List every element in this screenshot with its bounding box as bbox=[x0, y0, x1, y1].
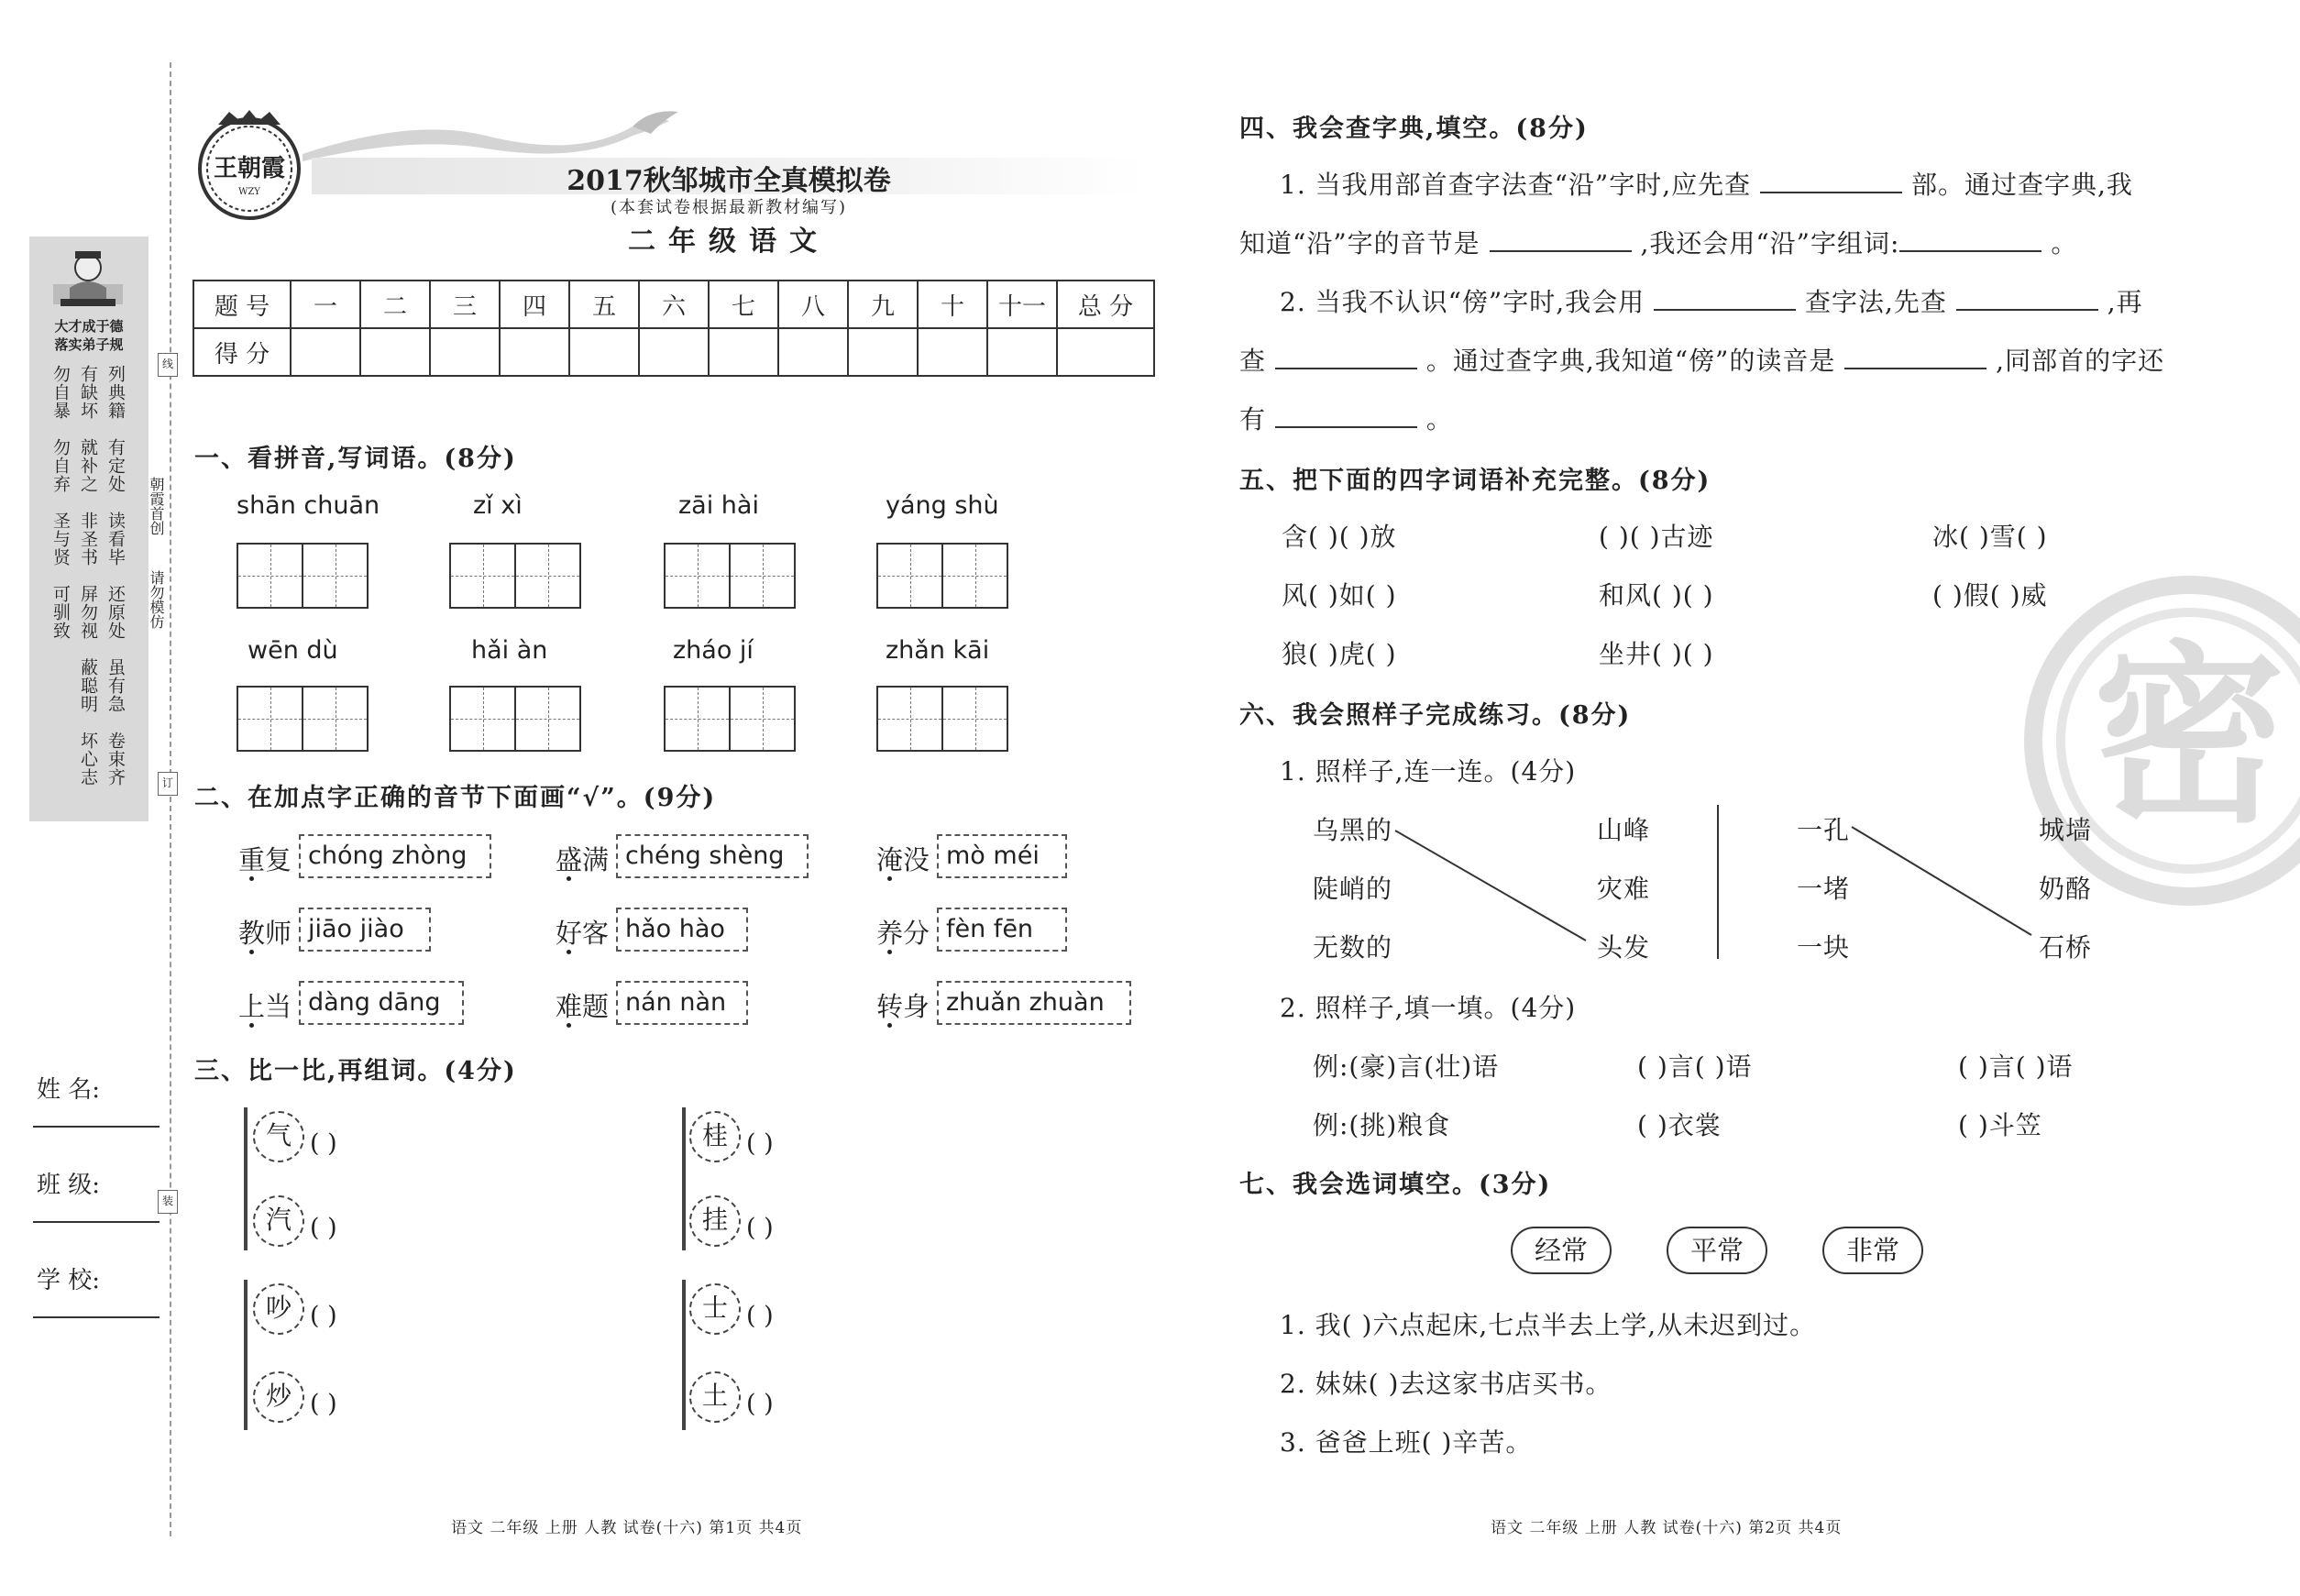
compare-char: 土 bbox=[689, 1371, 741, 1423]
q2-word: 盛满 bbox=[556, 840, 609, 877]
q1-writing-grid[interactable] bbox=[449, 543, 581, 609]
margin-verse-col: 有缺坏 就补之 非圣书 屏勿视 蔽聪明 坏心志 bbox=[78, 365, 98, 787]
class-field[interactable] bbox=[33, 1221, 160, 1223]
match-item[interactable]: 石桥 bbox=[2039, 932, 2093, 963]
q2-options[interactable]: dàng dāng bbox=[299, 981, 464, 1025]
q2-options[interactable]: fèn fēn bbox=[937, 908, 1067, 952]
q1-pinyin: hǎi àn bbox=[471, 636, 548, 665]
q1-pinyin: wēn dù bbox=[248, 636, 338, 665]
score-table bbox=[193, 280, 1155, 377]
cut-mark: 订 bbox=[158, 772, 178, 796]
q2-options[interactable]: nán nàn bbox=[616, 981, 748, 1025]
word-choice[interactable]: 平常 bbox=[1667, 1227, 1767, 1274]
compare-char: 士 bbox=[689, 1283, 741, 1335]
cut-mark: 装 bbox=[158, 1190, 178, 1214]
idiom-item[interactable]: 冰( )雪( ) bbox=[1932, 522, 2048, 552]
match-item[interactable]: 一孔 bbox=[1797, 815, 1851, 845]
svg-text:王朝霞: 王朝霞 bbox=[213, 155, 286, 182]
idiom-item[interactable]: 和风( )( ) bbox=[1599, 580, 1714, 611]
answer-paren[interactable]: ( ) bbox=[310, 1129, 337, 1158]
page-footer-left: 语文 二年级 上册 人教 试卷(十六) 第1页 共4页 bbox=[451, 1519, 803, 1537]
idiom-item[interactable]: ( )( )古迹 bbox=[1599, 522, 1714, 552]
notice-no-copy: 请勿模仿 bbox=[148, 570, 165, 629]
match-item[interactable]: 乌黑的 bbox=[1313, 815, 1393, 845]
bracket-bar bbox=[682, 1280, 686, 1430]
fill-blank[interactable] bbox=[1275, 404, 1417, 428]
answer-paren[interactable]: ( ) bbox=[310, 1390, 337, 1418]
q2-options[interactable]: chóng zhòng bbox=[299, 834, 491, 878]
q2-word: 好客 bbox=[556, 913, 609, 951]
word-choice[interactable]: 经常 bbox=[1511, 1227, 1612, 1274]
example-item: 例:(挑)粮食 bbox=[1313, 1110, 1451, 1140]
answer-paren[interactable]: ( ) bbox=[310, 1302, 337, 1330]
q4-line: 2. 当我不认识“傍”字时,我会用 查字法,先查 ,再 bbox=[1280, 287, 2143, 317]
exam-grade: 二年级语文 bbox=[628, 226, 830, 258]
match-item[interactable]: 城墙 bbox=[2039, 815, 2093, 845]
q2-options[interactable]: hǎo hào bbox=[616, 908, 748, 952]
example-item: 例:(豪)言(壮)语 bbox=[1313, 1051, 1500, 1082]
scholar-portrait-icon bbox=[48, 248, 128, 314]
q6-sub2: 2. 照样子,填一填。(4分) bbox=[1280, 993, 1577, 1023]
q1-pinyin: yáng shù bbox=[886, 491, 999, 520]
q1-pinyin: shān chuān bbox=[237, 491, 380, 520]
q2-word: 重复 bbox=[238, 840, 292, 877]
q1-pinyin: zāi hài bbox=[678, 491, 759, 520]
compare-char: 气 bbox=[253, 1111, 304, 1162]
idiom-item[interactable]: 坐井( )( ) bbox=[1599, 639, 1714, 669]
school-field[interactable] bbox=[33, 1316, 160, 1318]
q6-sub1: 1. 照样子,连一连。(4分) bbox=[1280, 756, 1577, 787]
idiom-item[interactable]: 狼( )虎( ) bbox=[1282, 639, 1397, 669]
bracket-bar bbox=[682, 1107, 686, 1250]
idiom-item[interactable]: 含( )( )放 bbox=[1282, 522, 1397, 552]
bracket-bar bbox=[244, 1107, 248, 1250]
q4-line: 知道“沿”字的音节是 ,我还会用“沿”字组词: 。 bbox=[1239, 228, 2078, 259]
fill-blank[interactable] bbox=[1490, 228, 1632, 252]
q2-word: 淹没 bbox=[876, 840, 930, 877]
q2-title: 二、在加点字正确的音节下面画“√”。(9分) bbox=[194, 784, 717, 812]
q2-word: 上当 bbox=[238, 986, 292, 1024]
q1-pinyin: zhǎn kāi bbox=[886, 636, 990, 665]
answer-paren[interactable]: ( ) bbox=[746, 1214, 774, 1242]
q2-options[interactable]: chéng shèng bbox=[616, 834, 809, 878]
brand-logo-icon bbox=[193, 108, 306, 222]
q3-title: 三、比一比,再组词。(4分) bbox=[194, 1057, 517, 1085]
fill-blank[interactable] bbox=[1654, 287, 1796, 311]
q1-writing-grid[interactable] bbox=[237, 543, 369, 609]
match-item[interactable]: 灾难 bbox=[1597, 874, 1651, 904]
score-table-header-row: 题 号 一 二 三 四 五 六 七 八 九 十 十一 总 分 bbox=[193, 281, 1154, 328]
answer-paren[interactable]: ( ) bbox=[310, 1214, 337, 1242]
fill-item[interactable]: ( )言( )语 bbox=[1958, 1051, 2074, 1082]
svg-text:WZY: WZY bbox=[238, 187, 260, 197]
match-item[interactable]: 山峰 bbox=[1597, 815, 1651, 845]
q4-line: 查 。通过查字典,我知道“傍”的读音是 ,同部首的字还 bbox=[1239, 346, 2165, 376]
margin-motto: 大才成于德 落实弟子规 bbox=[54, 318, 124, 353]
q7-sentence[interactable]: 2. 妹妹( )去这家书店买书。 bbox=[1280, 1369, 1612, 1399]
answer-paren[interactable]: ( ) bbox=[746, 1302, 774, 1330]
q1-writing-grid[interactable] bbox=[664, 686, 796, 752]
q7-sentence[interactable]: 1. 我( )六点起床,七点半去上学,从未迟到过。 bbox=[1280, 1310, 1817, 1340]
name-label: 姓 名: bbox=[37, 1076, 101, 1104]
match-item[interactable]: 头发 bbox=[1597, 932, 1651, 963]
q6-title: 六、我会照样子完成练习。(8分) bbox=[1239, 701, 1632, 730]
idiom-item[interactable]: ( )假( )威 bbox=[1932, 580, 2048, 611]
answer-paren[interactable]: ( ) bbox=[746, 1129, 774, 1158]
fill-item[interactable]: ( )斗笠 bbox=[1958, 1110, 2042, 1140]
q1-pinyin: zháo jí bbox=[673, 636, 754, 665]
fill-blank[interactable] bbox=[1899, 228, 2041, 252]
match-item[interactable]: 奶酪 bbox=[2039, 874, 2093, 904]
q4-line: 有 。 bbox=[1239, 404, 1453, 435]
q2-options[interactable]: zhuǎn zhuàn bbox=[937, 981, 1131, 1025]
school-label: 学 校: bbox=[37, 1267, 101, 1294]
q7-title: 七、我会选词填空。(3分) bbox=[1239, 1171, 1552, 1199]
q1-title: 一、看拼音,写词语。(8分) bbox=[194, 445, 517, 473]
q5-title: 五、把下面的四字词语补充完整。(8分) bbox=[1239, 467, 1711, 495]
q2-word: 养分 bbox=[876, 913, 930, 951]
compare-char: 炒 bbox=[253, 1371, 304, 1423]
match-item[interactable]: 陡峭的 bbox=[1313, 874, 1393, 904]
q1-writing-grid[interactable] bbox=[876, 686, 1008, 752]
q1-pinyin: zǐ xì bbox=[473, 491, 523, 520]
q1-writing-grid[interactable] bbox=[449, 686, 581, 752]
fill-blank[interactable] bbox=[1760, 170, 1902, 193]
notice-original: 朝霞首创 bbox=[148, 477, 165, 535]
q2-word: 教师 bbox=[238, 913, 292, 951]
fill-blank[interactable] bbox=[1844, 346, 1986, 369]
cut-mark: 线 bbox=[158, 353, 178, 377]
name-field[interactable] bbox=[33, 1126, 160, 1128]
match-item[interactable]: 无数的 bbox=[1313, 932, 1393, 963]
svg-text:密: 密 bbox=[2092, 622, 2286, 849]
q4-title: 四、我会查字典,填空。(8分) bbox=[1239, 115, 1589, 143]
bracket-bar bbox=[244, 1280, 248, 1430]
answer-paren[interactable]: ( ) bbox=[746, 1390, 774, 1418]
match-item[interactable]: 一块 bbox=[1797, 932, 1851, 963]
idiom-item[interactable]: 风( )如( ) bbox=[1282, 580, 1397, 611]
q1-writing-grid[interactable] bbox=[876, 543, 1008, 609]
class-label: 班 级: bbox=[37, 1172, 101, 1199]
q7-sentence[interactable]: 3. 爸爸上班( )辛苦。 bbox=[1280, 1427, 1533, 1458]
word-choice[interactable]: 非常 bbox=[1822, 1227, 1923, 1274]
q1-writing-grid[interactable] bbox=[664, 543, 796, 609]
fill-item[interactable]: ( )衣裳 bbox=[1637, 1110, 1722, 1140]
compare-char: 挂 bbox=[689, 1195, 741, 1247]
fill-blank[interactable] bbox=[1956, 287, 2098, 311]
q2-word: 难题 bbox=[556, 986, 609, 1024]
fill-item[interactable]: ( )言( )语 bbox=[1637, 1051, 1753, 1082]
q2-options[interactable]: jiāo jiào bbox=[299, 908, 431, 952]
exam-title: 2017秋邹城市全真模拟卷 bbox=[567, 165, 891, 197]
exam-subtitle: (本套试卷根据最新教材编写) bbox=[610, 198, 848, 217]
ribbon-decoration bbox=[303, 108, 733, 163]
q2-word: 转身 bbox=[876, 986, 930, 1024]
q2-options[interactable]: mò méi bbox=[937, 834, 1067, 878]
compare-char: 汽 bbox=[253, 1195, 304, 1247]
q4-line: 1. 当我用部首查字法查“沿”字时,应先查 部。通过查字典,我 bbox=[1280, 170, 2133, 200]
compare-char: 桂 bbox=[689, 1111, 741, 1162]
score-table-score-row: 得 分 bbox=[193, 328, 1154, 376]
fill-blank[interactable] bbox=[1275, 346, 1417, 369]
match-item[interactable]: 一堵 bbox=[1797, 874, 1851, 904]
margin-verse-col: 勿自暴 勿自弃 圣与贤 可驯致 bbox=[50, 365, 71, 640]
margin-verse-col: 列典籍 有定处 读看毕 还原处 虽有急 卷束齐 bbox=[105, 365, 126, 787]
page-footer-right: 语文 二年级 上册 人教 试卷(十六) 第2页 共4页 bbox=[1491, 1519, 1843, 1537]
q1-writing-grid[interactable] bbox=[237, 686, 369, 752]
compare-char: 吵 bbox=[253, 1283, 304, 1335]
binding-dashed-line bbox=[170, 62, 171, 1536]
